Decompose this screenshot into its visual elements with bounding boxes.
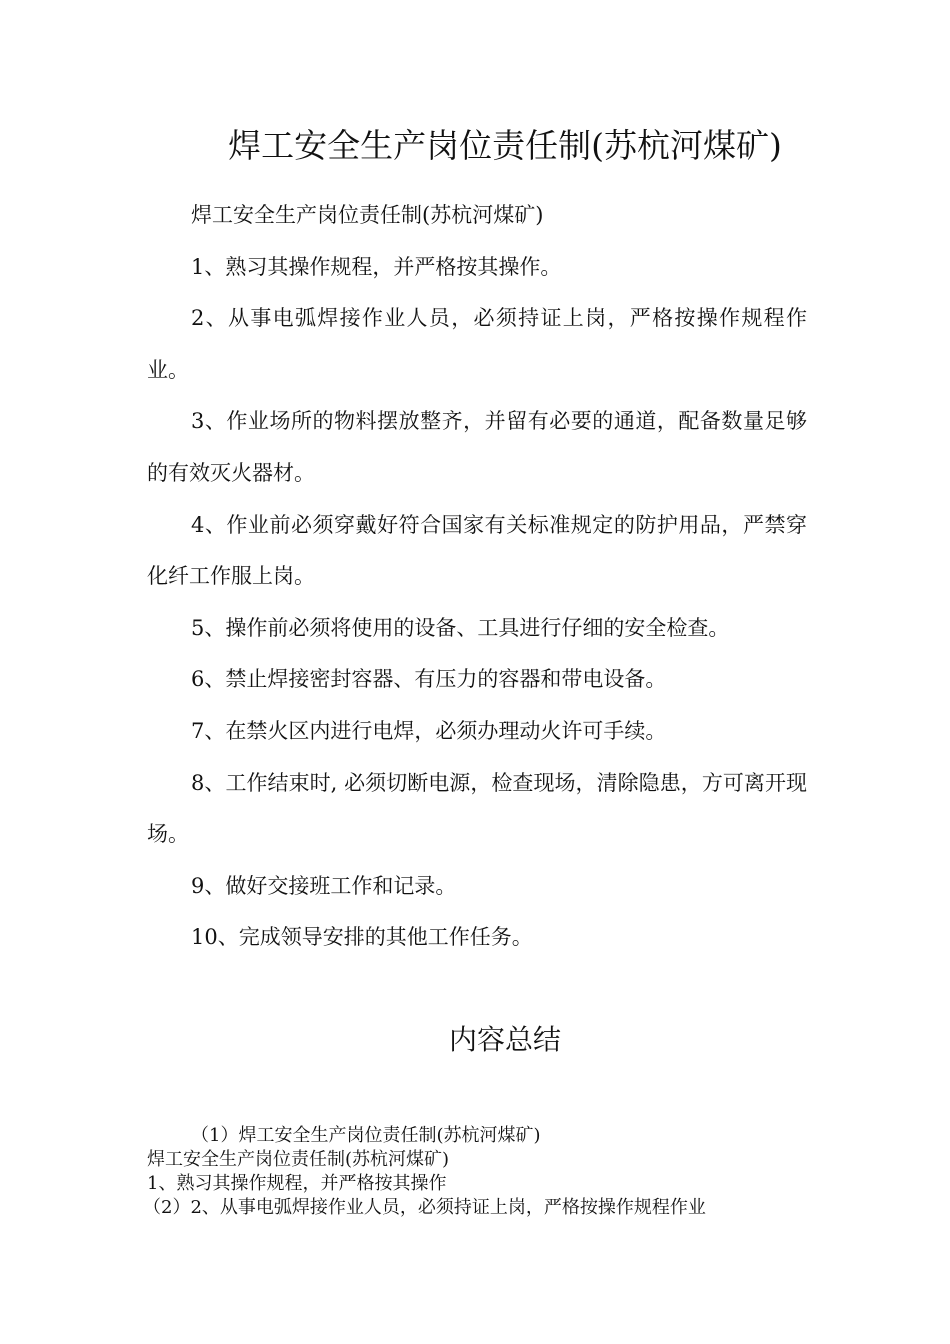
document-body <box>147 190 807 964</box>
summary-line-1: （1）焊工安全生产岗位责任制(苏杭河煤矿) <box>191 1125 541 1146</box>
paragraph-heading: 焊工安全生产岗位责任制(苏杭河煤矿) <box>191 203 544 227</box>
paragraph-item-10: 10、完成领导安排的其他工作任务。 <box>191 925 533 950</box>
paragraph-item-1: 1、熟习其操作规程，并严格按其操作。 <box>191 254 562 279</box>
paragraph-item-4: 4、作业前必须穿戴好符合国家有关标准规定的防护用品，严禁穿化纤工作服上岗。 <box>147 512 807 589</box>
summary-line-4: （2）2、从事电弧焊接作业人员，必须持证上岗，严格按操作规程作业 <box>143 1197 706 1218</box>
paragraph-item-7: 7、在禁火区内进行电焊，必须办理动火许可手续。 <box>191 718 667 743</box>
summary-body <box>143 1124 827 1220</box>
summary-line-2: 焊工安全生产岗位责任制(苏杭河煤矿) <box>147 1149 450 1170</box>
paragraph-item-5: 5、操作前必须将使用的设备、工具进行仔细的安全检查。 <box>191 615 730 640</box>
summary-title: 内容总结 <box>448 1023 561 1056</box>
paragraph-item-2: 2、从事电弧焊接作业人员，必须持证上岗，严格按操作规程作业。 <box>147 306 807 382</box>
summary-line-3: 1、熟习其操作规程，并严格按其操作 <box>147 1173 447 1194</box>
paragraph-item-9: 9、做好交接班工作和记录。 <box>191 873 457 898</box>
paragraph-item-8: 8、工作结束时, 必须切断电源，检查现场，清除隐患，方可离开现场。 <box>147 770 807 847</box>
paragraph-item-3: 3、作业场所的物料摆放整齐，并留有必要的通道，配备数量足够的有效灭火器材。 <box>147 409 807 485</box>
document-title: 焊工安全生产岗位责任制(苏杭河煤矿) <box>228 126 782 165</box>
paragraph-item-6: 6、禁止焊接密封容器、有压力的容器和带电设备。 <box>191 667 667 692</box>
